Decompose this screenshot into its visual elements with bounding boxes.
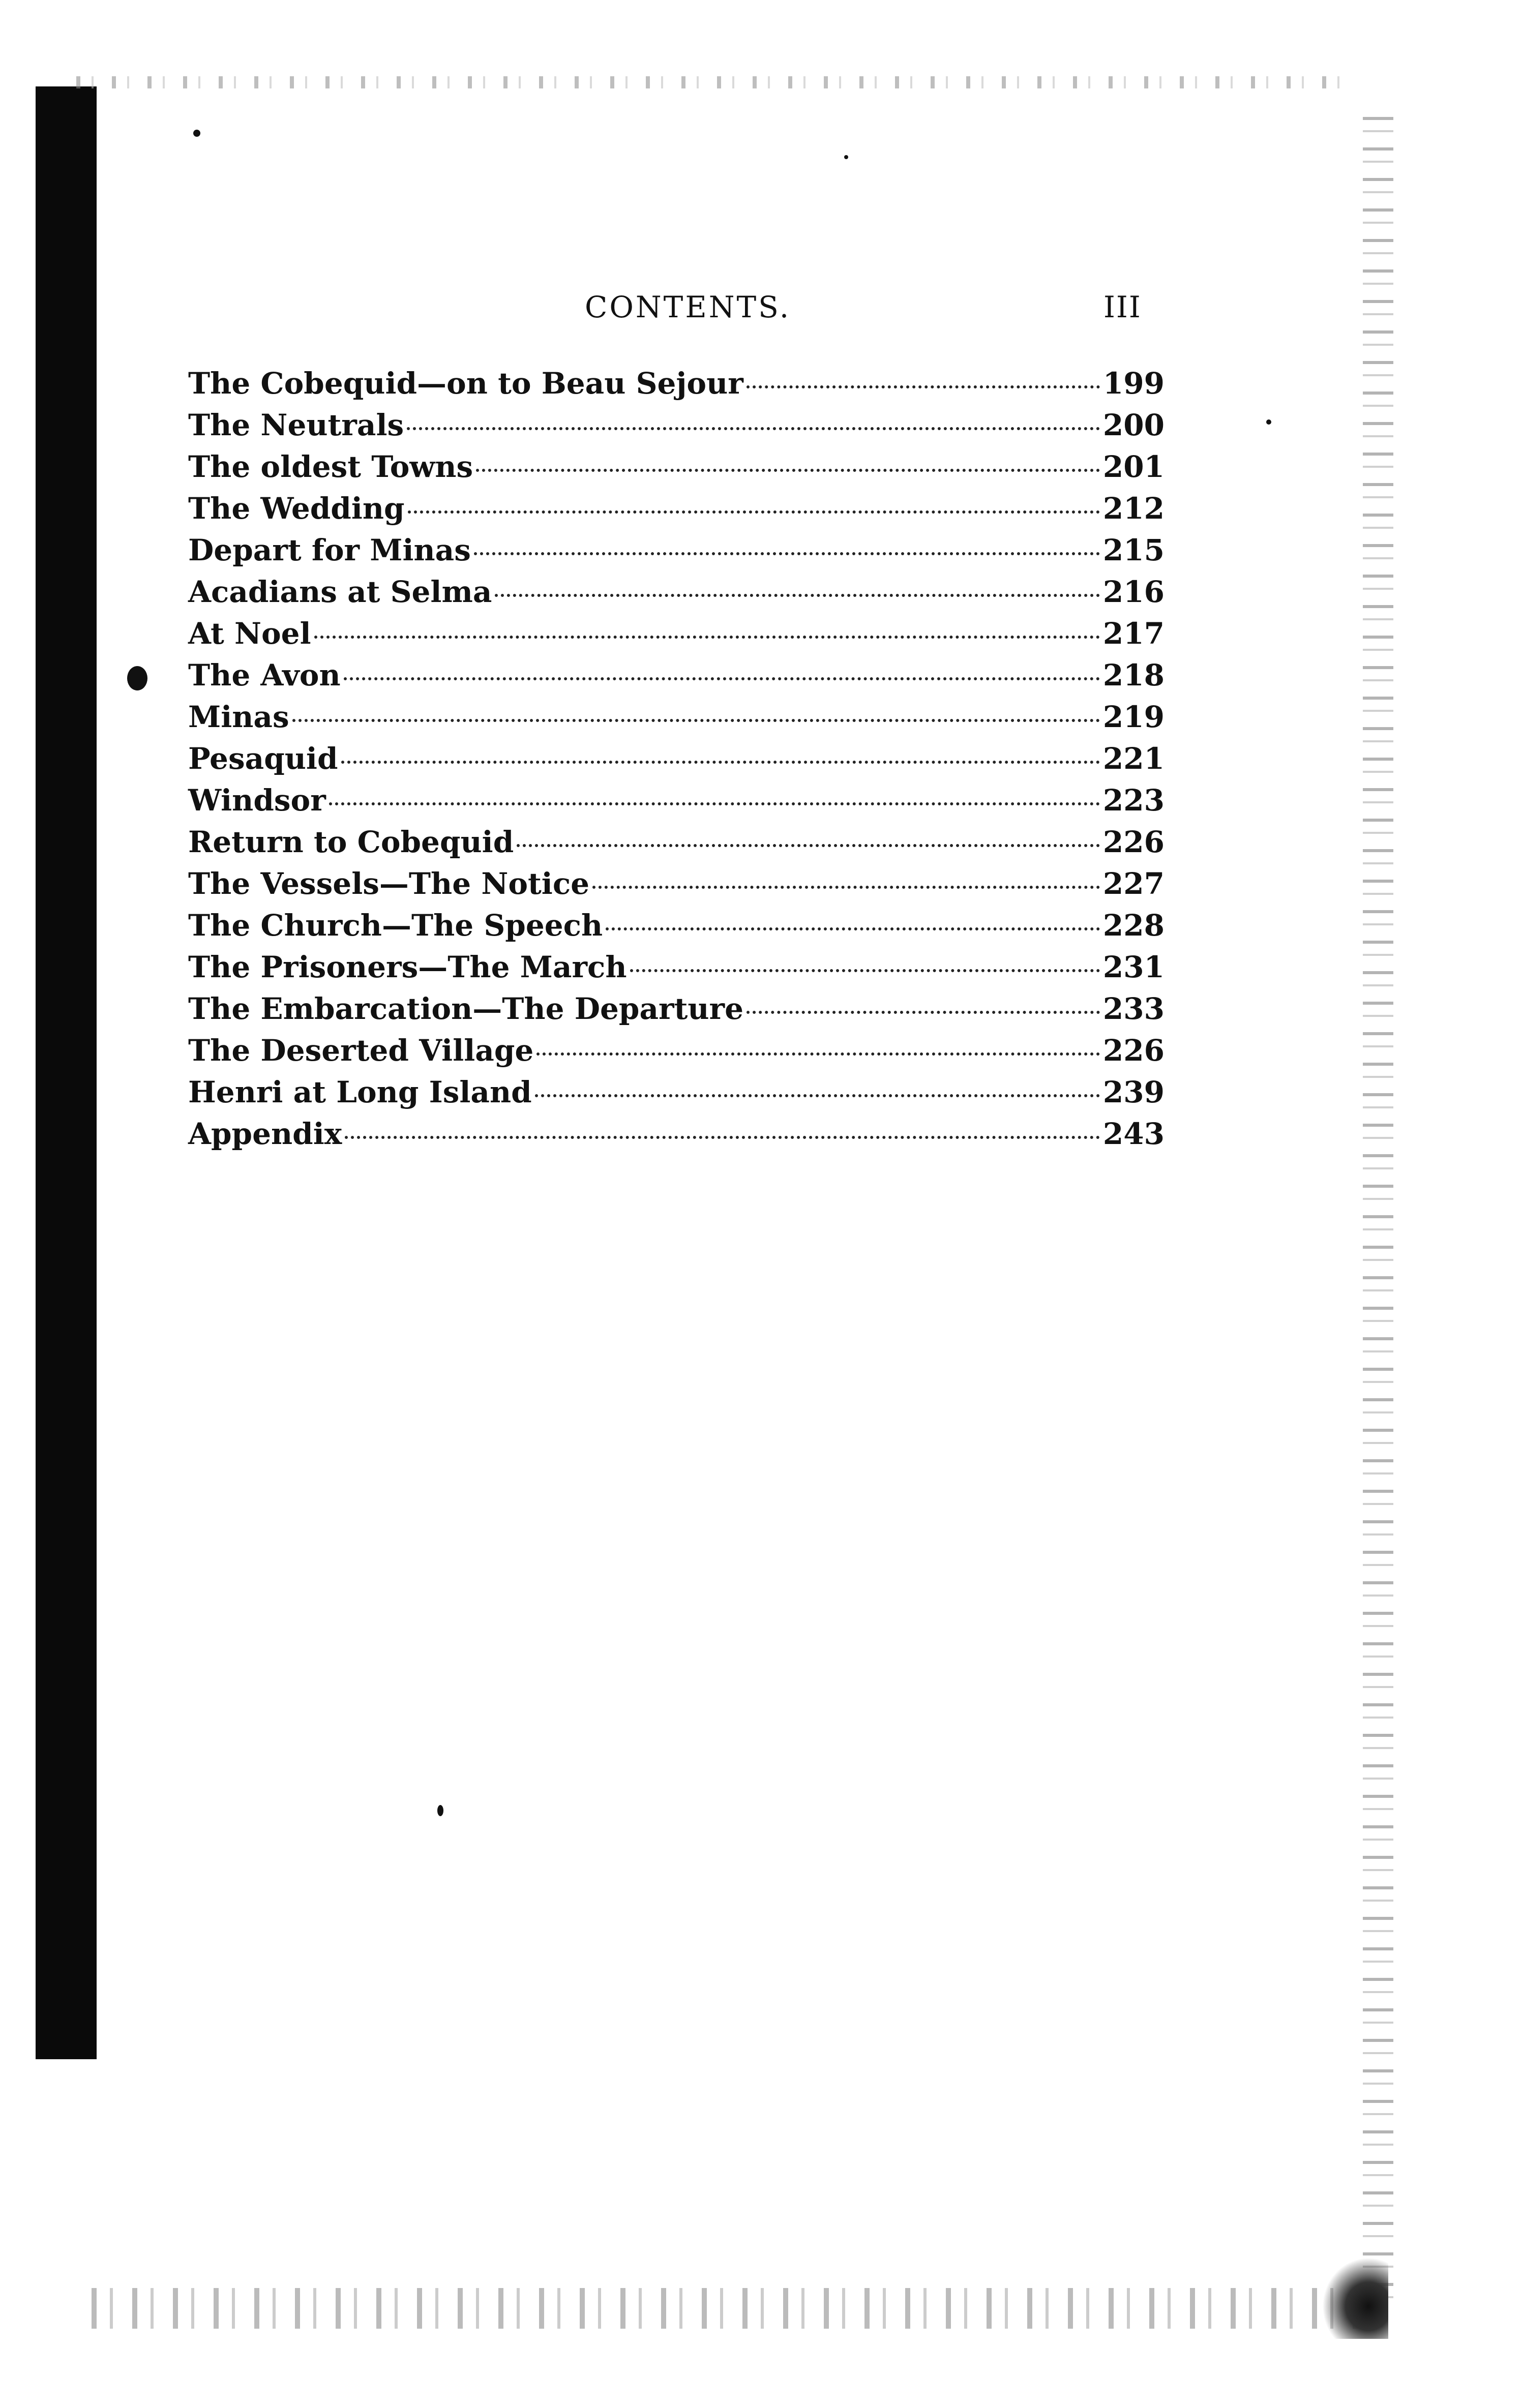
ink-speck	[127, 666, 147, 690]
toc-entry	[188, 616, 1165, 658]
toc-entry-title: The Wedding	[188, 491, 405, 526]
toc-entry	[188, 866, 1165, 908]
toc-entry-page: 226	[1102, 825, 1165, 859]
dot-leader	[314, 636, 1100, 639]
page-bottom-edge	[92, 2288, 1393, 2329]
toc-entry-title: The Prisoners—The March	[188, 950, 627, 984]
toc-entry-title: The Cobequid—on to Beau Sejour	[188, 366, 743, 401]
toc-entry	[188, 491, 1165, 533]
dot-leader	[495, 594, 1100, 597]
dot-leader	[345, 1136, 1100, 1139]
toc-entry-page: 199	[1102, 366, 1165, 401]
dot-leader	[407, 427, 1100, 430]
page-title: CONTENTS.	[585, 290, 791, 324]
ink-speck	[844, 155, 848, 159]
toc-entry-page: 216	[1102, 575, 1165, 609]
toc-entry-page: 223	[1102, 783, 1165, 818]
toc-entry-page: 218	[1102, 658, 1165, 693]
toc-entry-title: Minas	[188, 700, 289, 734]
toc-entry	[188, 700, 1165, 741]
dot-leader	[592, 886, 1100, 889]
toc-entry-title: The Vessels—The Notice	[188, 866, 590, 901]
dot-leader	[476, 469, 1100, 472]
toc-entry-title: Depart for Minas	[188, 533, 471, 567]
toc-entry	[188, 1117, 1165, 1158]
page-number: III	[1103, 290, 1142, 324]
toc-entry-title: The Church—The Speech	[188, 908, 603, 943]
toc-entry-page: 212	[1102, 491, 1165, 526]
toc-entry	[188, 1033, 1165, 1075]
toc-entry	[188, 741, 1165, 783]
toc-entry-page: 200	[1102, 408, 1165, 442]
dot-leader	[535, 1094, 1100, 1097]
dot-leader	[344, 677, 1100, 680]
toc-entry	[188, 533, 1165, 575]
toc-entry-page: 231	[1102, 950, 1165, 984]
toc-entry-page: 219	[1102, 700, 1165, 734]
toc-entry-title: The Avon	[188, 658, 341, 693]
page-right-edge	[1363, 117, 1393, 2303]
toc-entry-title: Henri at Long Island	[188, 1075, 532, 1109]
dot-leader	[341, 761, 1100, 764]
table-of-contents	[188, 366, 1165, 1158]
toc-entry-title: The Neutrals	[188, 408, 404, 442]
toc-entry-title: The Deserted Village	[188, 1033, 534, 1068]
dot-leader	[536, 1052, 1100, 1056]
toc-entry-page: 226	[1102, 1033, 1165, 1068]
toc-entry	[188, 408, 1165, 449]
dot-leader	[747, 385, 1100, 388]
ink-speck	[193, 130, 200, 137]
toc-entry-page: 243	[1102, 1117, 1165, 1151]
toc-entry	[188, 908, 1165, 950]
toc-entry	[188, 366, 1165, 408]
toc-entry-title: Return to Cobequid	[188, 825, 514, 859]
dot-leader	[606, 927, 1100, 930]
dot-leader	[329, 802, 1100, 805]
toc-entry-title: The oldest Towns	[188, 449, 473, 484]
dot-leader	[517, 844, 1100, 847]
dot-leader	[474, 552, 1100, 555]
toc-entry-page: 228	[1102, 908, 1165, 943]
toc-entry	[188, 658, 1165, 700]
dot-leader	[747, 1011, 1100, 1014]
toc-entry-page: 239	[1102, 1075, 1165, 1109]
dot-leader	[630, 969, 1100, 972]
toc-entry	[188, 825, 1165, 866]
toc-entry-page: 221	[1102, 741, 1165, 776]
dot-leader	[292, 719, 1100, 722]
toc-entry-title: Pesaquid	[188, 741, 338, 776]
toc-entry-title: At Noel	[188, 616, 311, 651]
toc-entry-page: 217	[1102, 616, 1165, 651]
toc-entry-page: 227	[1102, 866, 1165, 901]
toc-entry	[188, 950, 1165, 991]
toc-entry-title: Windsor	[188, 783, 326, 818]
toc-entry-title: The Embarcation—The Departure	[188, 991, 744, 1026]
ink-speck	[437, 1805, 443, 1816]
toc-entry	[188, 575, 1165, 616]
page-top-edge	[76, 76, 1358, 88]
ink-speck	[1266, 419, 1271, 425]
dot-leader	[408, 510, 1100, 514]
toc-entry-title: Appendix	[188, 1117, 342, 1151]
toc-entry	[188, 449, 1165, 491]
toc-entry-title: Acadians at Selma	[188, 575, 492, 609]
toc-entry	[188, 991, 1165, 1033]
ink-smudge	[1322, 2258, 1388, 2339]
toc-entry	[188, 783, 1165, 825]
toc-entry	[188, 1075, 1165, 1117]
binding-shadow	[36, 86, 97, 2059]
toc-entry-page: 215	[1102, 533, 1165, 567]
toc-entry-page: 233	[1102, 991, 1165, 1026]
toc-entry-page: 201	[1102, 449, 1165, 484]
